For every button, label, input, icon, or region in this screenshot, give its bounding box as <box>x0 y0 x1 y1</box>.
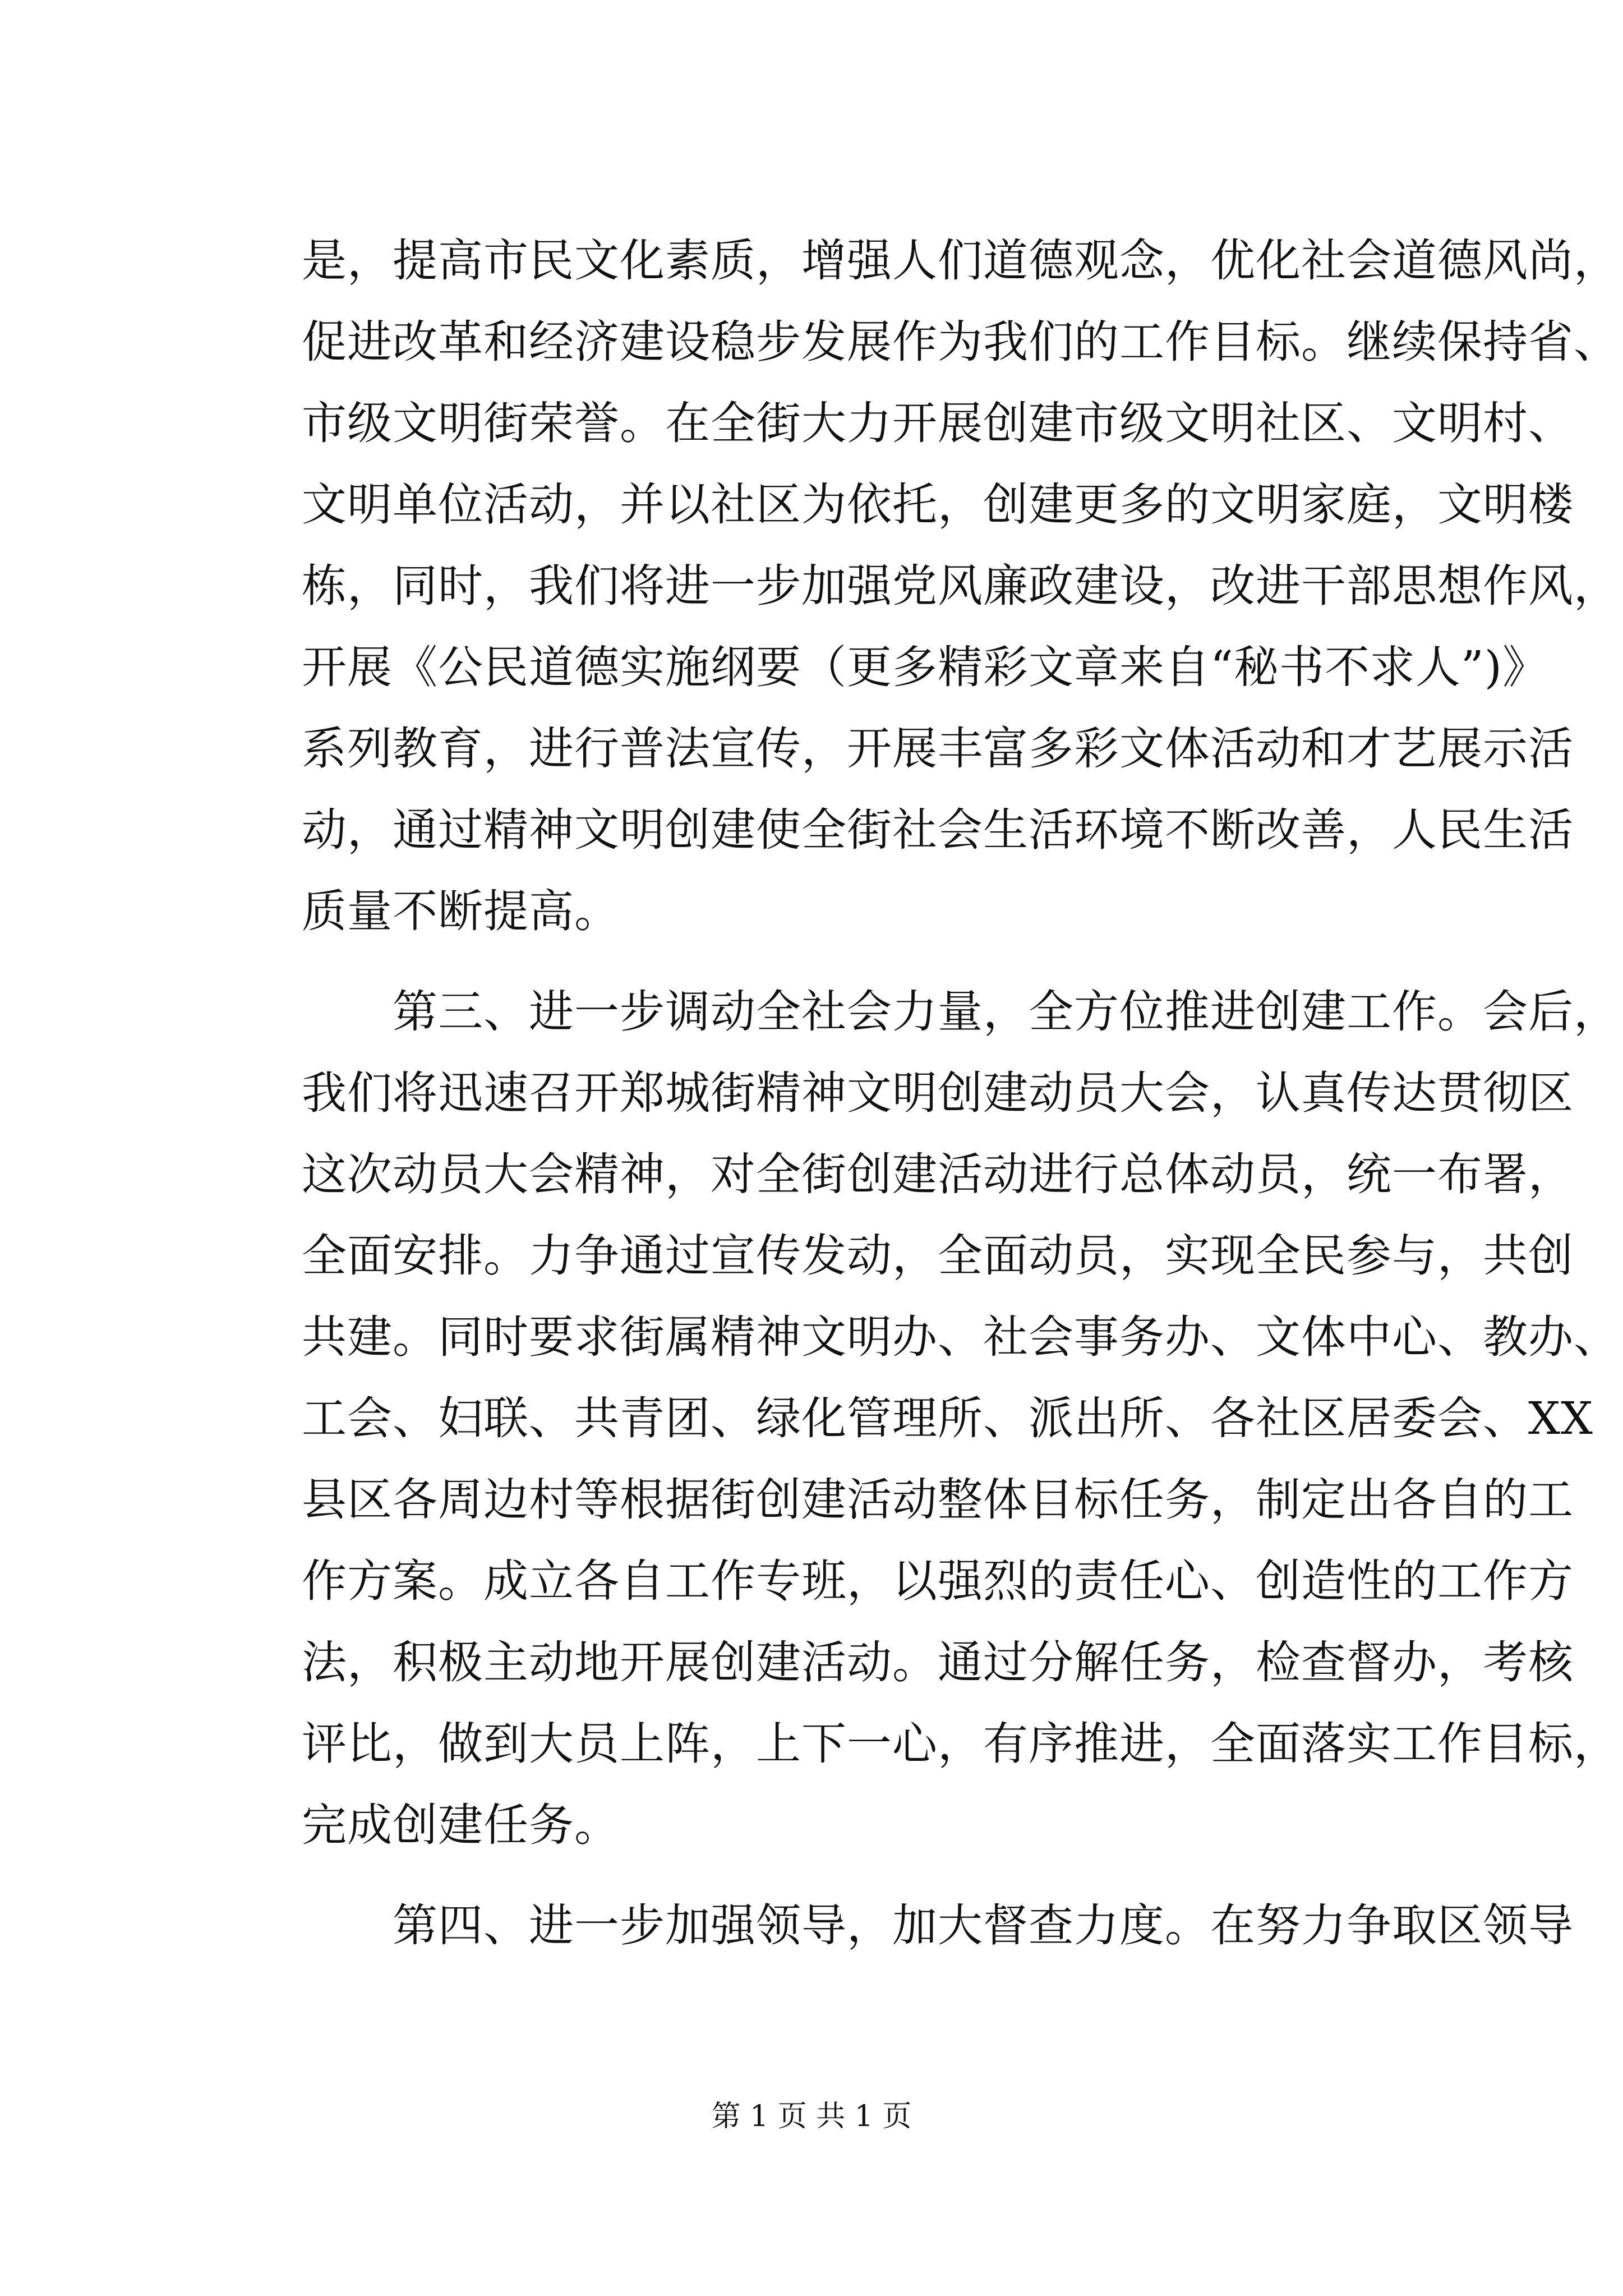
text-line: 文明单位活动，并以社区为依托，创建更多的文明家庭，文明楼 <box>302 478 1574 531</box>
text-line: 这次动员大会精神，对全街创建活动进行总体动员，统一布署， <box>302 1148 1574 1200</box>
text-line: 市级文明街荣誉。在全街大力开展创建市级文明社区、文明村、 <box>302 397 1574 449</box>
page-number-label: 第 1 页 共 1 页 <box>711 2100 912 2133</box>
paragraph-3 <box>302 1885 1574 1966</box>
text-line: 是，提高市民文化素质，增强人们道德观念，优化社会道德风尚， <box>302 234 1619 287</box>
text-line: 全面安排。力争通过宣传发动，全面动员，实现全民参与，共创 <box>302 1230 1574 1282</box>
text-line: 共建。同时要求街属精神文明办、社会事务办、文体中心、教办、 <box>302 1311 1619 1363</box>
text-line: 系列教育，进行普法宣传，开展丰富多彩文体活动和才艺展示活 <box>302 723 1574 775</box>
text-line: 开展《公民道德实施纲要（更多精彩文章来自“秘书不求人”)》 <box>302 641 1548 693</box>
text-line: 第三、进一步调动全社会力量，全方位推进创建工作。会后， <box>393 986 1619 1038</box>
paragraph-1 <box>302 220 1619 952</box>
text-line: 我们将迅速召开郑城街精神文明创建动员大会，认真传达贯彻区 <box>302 1067 1574 1119</box>
text-line: 栋，同时，我们将进一步加强党风廉政建设，改进干部思想作风， <box>302 560 1619 612</box>
text-line: 第四、进一步加强领导，加大督查力度。在努力争取区领导 <box>393 1899 1574 1952</box>
text-line: 法，积极主动地开展创建活动。通过分解任务，检查督办，考核 <box>302 1636 1574 1688</box>
text-line: 县区各周边村等根据街创建活动整体目标任务，制定出各自的工 <box>302 1474 1574 1526</box>
text-line: 完成创建任务。 <box>302 1799 620 1851</box>
page-footer <box>0 2097 1623 2136</box>
document-body <box>302 220 1619 1966</box>
text-line: 质量不断提高。 <box>302 885 620 937</box>
text-line: 工会、妇联、共青团、绿化管理所、派出所、各社区居委会、XX <box>302 1392 1593 1444</box>
text-line: 动，通过精神文明创建使全街社会生活环境不断改善，人民生活 <box>302 804 1574 856</box>
paragraph-2 <box>302 971 1619 1866</box>
text-line: 评比，做到大员上阵，上下一心，有序推进，全面落实工作目标， <box>302 1718 1619 1770</box>
text-line: 作方案。成立各自工作专班，以强烈的责任心、创造性的工作方 <box>302 1555 1574 1607</box>
text-line: 促进改革和经济建设稳步发展作为我们的工作目标。继续保持省、 <box>302 316 1619 368</box>
